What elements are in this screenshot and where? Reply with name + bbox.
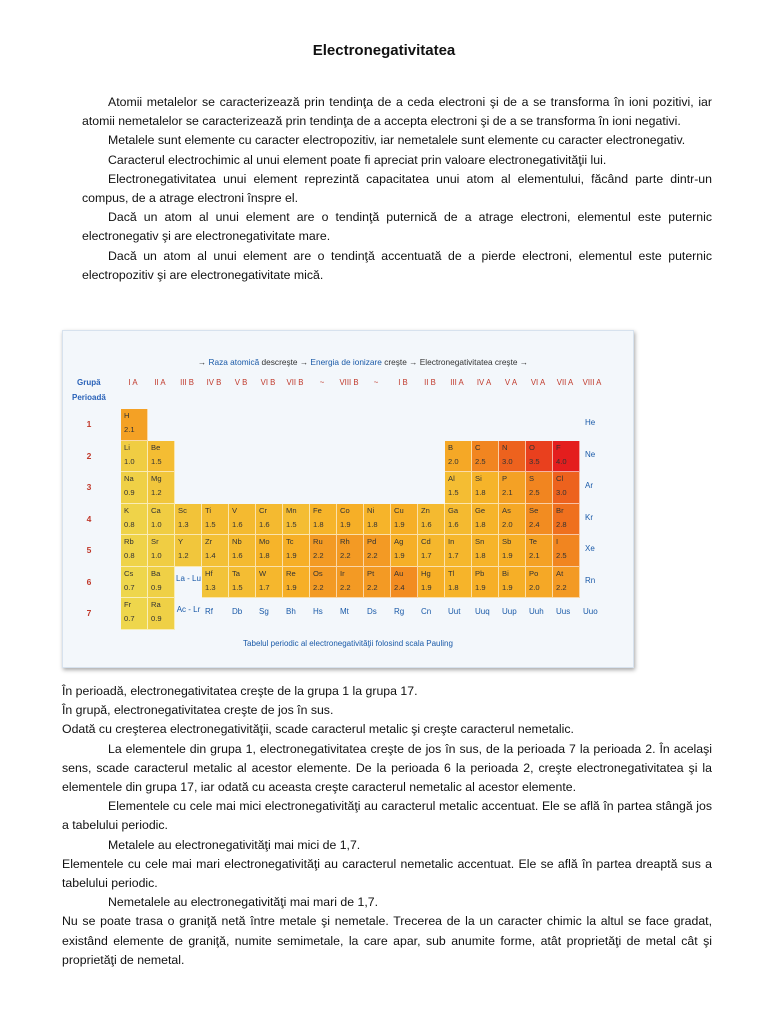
period-number: 1 xyxy=(86,419,92,429)
element-cell xyxy=(499,441,526,473)
element-cell xyxy=(337,535,364,567)
electronegativity-value: 0.7 xyxy=(124,582,135,592)
electronegativity-value: 2.2 xyxy=(367,551,378,560)
table-header: → Raza atomică descreşte → Energia de ionizare creşte → Electronegativitatea creşte → xyxy=(197,357,529,367)
element-cell xyxy=(310,567,337,599)
group-header: III A xyxy=(450,378,464,387)
group-header: IV B xyxy=(206,378,222,387)
element-cell xyxy=(310,504,337,536)
group-label: Grupă xyxy=(77,378,101,387)
element-cell xyxy=(553,535,580,567)
electronegativity-value: 1.5 xyxy=(151,456,162,466)
element-symbol: H xyxy=(124,411,130,420)
electronegativity-value: 0.9 xyxy=(124,488,135,497)
electronegativity-value: 2.2 xyxy=(340,582,351,592)
electronegativity-value: 3.0 xyxy=(502,456,513,466)
noble-gas-symbol: Ne xyxy=(585,449,596,459)
electronegativity-value: 2.2 xyxy=(313,551,324,560)
element-cell xyxy=(364,535,391,567)
element-symbol: Bi xyxy=(502,568,509,578)
element-symbol: Ds xyxy=(367,607,377,616)
element-symbol: Hs xyxy=(313,607,323,616)
element-symbol: Sb xyxy=(502,537,512,546)
element-symbol: Rb xyxy=(124,537,134,546)
electronegativity-value: 2.0 xyxy=(529,582,540,592)
paragraph: Odată cu creşterea electronegativităţii, scade caracterul metalic şi creşte caracterul nemetalic. xyxy=(62,722,574,737)
electronegativity-value: 2.2 xyxy=(340,551,351,560)
element-cell xyxy=(229,504,256,536)
element-cell xyxy=(121,504,148,536)
element-cell xyxy=(337,567,364,599)
element-cell xyxy=(472,472,499,504)
element-symbol: Na xyxy=(124,474,134,483)
element-symbol: Hf xyxy=(205,568,213,578)
element-symbol: Br xyxy=(556,505,564,515)
element-cell xyxy=(499,472,526,504)
element-cell xyxy=(472,567,499,599)
element-cell xyxy=(175,504,202,536)
element-symbol: At xyxy=(556,568,564,578)
element-cell xyxy=(553,441,580,473)
element-symbol: Be xyxy=(151,442,161,452)
element-symbol: Sn xyxy=(475,537,485,546)
electronegativity-value: 1.6 xyxy=(421,519,432,529)
noble-gas-symbol: Ar xyxy=(585,481,593,490)
electronegativity-value: 1.8 xyxy=(313,519,324,529)
electronegativity-value: 1.9 xyxy=(286,551,297,560)
element-symbol: In xyxy=(448,537,455,546)
element-cell xyxy=(256,535,283,567)
electronegativity-value: 1.5 xyxy=(286,519,297,529)
element-symbol: S xyxy=(529,474,535,483)
element-symbol: Fr xyxy=(124,600,132,609)
element-cell xyxy=(445,472,472,504)
electronegativity-value: 2.5 xyxy=(529,488,540,497)
element-cell xyxy=(121,472,148,504)
element-symbol: Nb xyxy=(232,537,242,546)
element-cell xyxy=(391,567,418,599)
element-symbol: Ir xyxy=(340,568,345,578)
element-cell xyxy=(526,441,553,473)
electronegativity-value: 1.2 xyxy=(178,551,189,560)
electronegativity-value: 1.7 xyxy=(448,551,459,560)
electronegativity-value: 1.9 xyxy=(340,519,351,529)
element-symbol: Ta xyxy=(232,568,241,578)
element-symbol: Y xyxy=(178,537,184,546)
element-symbol: Ga xyxy=(448,505,459,515)
electronegativity-value: 1.0 xyxy=(124,456,135,466)
element-symbol: B xyxy=(448,442,454,452)
element-symbol: Ra xyxy=(151,600,161,609)
noble-gas-symbol: Rn xyxy=(585,575,596,585)
group-header: II A xyxy=(154,378,166,387)
element-symbol: Cn xyxy=(421,607,432,616)
electronegativity-value: 2.1 xyxy=(502,488,513,497)
electronegativity-value: 1.9 xyxy=(286,582,297,592)
body-text xyxy=(62,682,712,970)
element-cell xyxy=(526,535,553,567)
electronegativity-value: 2.2 xyxy=(367,582,378,592)
element-symbol: Ca xyxy=(151,505,161,515)
element-symbol: Ni xyxy=(367,505,375,515)
paragraph: Atomii metalelor se caracterizează prin tendinţa de a ceda electroni şi de a se transforma în ioni pozitivi, iar atomii nemetalelor se caracterizează prin tendinţa de a accepta electroni şi de a se transforma în ioni negativi. xyxy=(82,95,712,129)
element-symbol: Si xyxy=(475,474,482,483)
page-title: Electronegativitatea xyxy=(312,42,456,59)
element-cell xyxy=(148,504,175,536)
electronegativity-value: 2.1 xyxy=(529,551,540,560)
electronegativity-value: 1.8 xyxy=(367,519,378,529)
paragraph: În perioadă, electronegativitatea creşte de la grupa 1 la grupa 17. xyxy=(62,684,418,698)
electronegativity-value: 1.5 xyxy=(232,582,243,592)
element-symbol: C xyxy=(475,442,481,452)
element-cell xyxy=(391,504,418,536)
element-symbol: Uuo xyxy=(583,607,598,616)
electronegativity-value: 2.4 xyxy=(394,582,405,592)
electronegativity-value: 2.4 xyxy=(529,519,540,529)
electronegativity-value: 1.6 xyxy=(232,519,243,529)
period-number: 5 xyxy=(86,545,92,555)
element-symbol: Db xyxy=(232,607,243,616)
group-header: I A xyxy=(128,378,138,387)
element-symbol: I xyxy=(556,537,559,546)
noble-gas-symbol: Kr xyxy=(585,512,593,522)
intro-text xyxy=(82,93,712,285)
electronegativity-value: 1.0 xyxy=(151,519,162,529)
electronegativity-value: 1.8 xyxy=(475,519,486,529)
element-cell xyxy=(364,504,391,536)
element-symbol: Uuq xyxy=(475,607,490,616)
element-cell xyxy=(337,504,364,536)
element-symbol: Mg xyxy=(151,474,162,483)
period-number: 2 xyxy=(86,450,92,461)
element-symbol: Ru xyxy=(313,537,323,546)
element-symbol: Ba xyxy=(151,568,161,578)
element-symbol: Uus xyxy=(556,607,571,616)
element-cell xyxy=(256,567,283,599)
electronegativity-value: 2.0 xyxy=(448,456,459,466)
element-cell xyxy=(283,504,310,536)
element-cell xyxy=(472,441,499,473)
element-symbol: Po xyxy=(529,568,539,578)
electronegativity-value: 1.4 xyxy=(205,551,216,560)
element-cell xyxy=(148,472,175,504)
element-symbol: Sg xyxy=(259,607,269,616)
electronegativity-value: 1.6 xyxy=(232,551,243,560)
electronegativity-value: 3.0 xyxy=(556,488,567,497)
electronegativity-value: 4.0 xyxy=(556,456,567,466)
periodic-table-image xyxy=(62,330,634,668)
electronegativity-value: 1.6 xyxy=(259,519,270,529)
electronegativity-value: 1.9 xyxy=(475,582,486,592)
paragraph: Elementele cu cele mai mici electronegativităţi au caracterul metalic accentuat. Ele se află în partea stângă jos a tabelului periodic. xyxy=(62,799,712,833)
element-symbol: Au xyxy=(394,568,404,578)
electronegativity-value: 1.3 xyxy=(178,519,189,529)
element-symbol: W xyxy=(259,568,267,578)
group-header: I B xyxy=(398,378,408,387)
group-header: V B xyxy=(234,378,248,387)
element-cell xyxy=(526,504,553,536)
electronegativity-value: 1.6 xyxy=(448,519,459,529)
element-symbol: Re xyxy=(286,568,296,578)
element-cell xyxy=(445,567,472,599)
element-cell xyxy=(499,567,526,599)
element-symbol: As xyxy=(502,505,511,515)
electronegativity-value: 0.9 xyxy=(151,614,162,623)
element-symbol: Sr xyxy=(151,537,159,546)
series-label: Ac - Lr xyxy=(176,605,201,614)
element-cell xyxy=(148,535,175,567)
element-cell xyxy=(499,535,526,567)
electronegativity-value: 2.8 xyxy=(556,519,567,529)
element-symbol: K xyxy=(124,505,130,515)
element-symbol: Bh xyxy=(286,607,296,616)
group-header: II B xyxy=(424,378,436,387)
element-symbol: Al xyxy=(448,474,455,483)
element-symbol: Uup xyxy=(502,607,517,616)
electronegativity-value: 1.9 xyxy=(394,551,405,560)
element-symbol: Fe xyxy=(313,505,322,515)
element-cell xyxy=(472,504,499,536)
table-caption: Tabelul periodic al electronegativităţii folosind scala Pauling xyxy=(243,639,453,648)
element-symbol: V xyxy=(232,505,238,515)
element-symbol: Co xyxy=(340,505,350,515)
electronegativity-value: 3.5 xyxy=(529,456,540,466)
electronegativity-value: 1.9 xyxy=(394,519,405,529)
element-cell xyxy=(445,504,472,536)
paragraph: Caracterul electrochimic al unui element poate fi apreciat prin valoare electronegativităţii lui. xyxy=(108,152,607,167)
element-cell xyxy=(418,504,445,536)
group-header: VII A xyxy=(556,378,574,387)
element-symbol: Cs xyxy=(124,568,134,578)
element-cell xyxy=(364,567,391,599)
electronegativity-value: 2.2 xyxy=(313,582,324,592)
electronegativity-value: 1.7 xyxy=(421,551,432,560)
noble-gas-symbol: Xe xyxy=(585,544,595,553)
paragraph: În grupă, electronegativitatea creşte de jos în sus. xyxy=(62,703,334,718)
element-symbol: Cu xyxy=(394,505,404,515)
group-header: VI B xyxy=(260,378,276,387)
paragraph: Nemetalele au electronegativităţi mai mari de 1,7. xyxy=(108,895,378,910)
element-cell xyxy=(229,535,256,567)
element-symbol: Ag xyxy=(394,537,404,546)
period-label: Perioadă xyxy=(72,393,106,402)
element-symbol: Rg xyxy=(394,607,405,616)
element-symbol: Mn xyxy=(286,505,297,515)
element-cell xyxy=(310,535,337,567)
group-header: VIII B xyxy=(339,378,359,387)
element-symbol: Ge xyxy=(475,505,486,515)
group-header: VI A xyxy=(530,378,546,387)
element-cell xyxy=(202,567,229,599)
electronegativity-value: 0.7 xyxy=(124,614,135,623)
element-symbol: Rf xyxy=(205,607,213,616)
electronegativity-value: 0.8 xyxy=(124,519,135,529)
electronegativity-value: 0.8 xyxy=(124,551,135,560)
electronegativity-value: 1.9 xyxy=(421,582,432,592)
element-cell xyxy=(229,567,256,599)
element-cell xyxy=(526,567,553,599)
paragraph: Nu se poate trasa o graniţă netă între metale şi nemetale. Trecerea de la un caracter chimic la altul se face gradat, existând elemente de graniţă, numite semimetale, la care apar, sub anumite forme, atât proprietăţi de metal cât şi proprietăţi de nemetal. xyxy=(62,914,712,967)
electronegativity-value: 2.5 xyxy=(556,551,567,560)
noble-gas-symbol: He xyxy=(585,418,596,427)
electronegativity-value: 1.3 xyxy=(205,582,216,592)
element-cell xyxy=(121,409,148,441)
element-symbol: Ti xyxy=(205,505,212,515)
element-symbol: Li xyxy=(124,442,130,452)
element-cell xyxy=(121,535,148,567)
period-number: 6 xyxy=(86,576,92,587)
element-symbol: Pb xyxy=(475,568,485,578)
element-cell xyxy=(283,535,310,567)
electronegativity-value: 1.0 xyxy=(151,551,162,560)
element-symbol: Cd xyxy=(421,537,431,546)
element-cell xyxy=(526,472,553,504)
element-cell xyxy=(472,535,499,567)
group-header: V A xyxy=(504,378,518,387)
electronegativity-value: 2.0 xyxy=(502,519,513,529)
electronegativity-value: 1.7 xyxy=(259,582,270,592)
period-number: 4 xyxy=(86,513,92,524)
element-symbol: Mt xyxy=(340,607,349,616)
element-cell xyxy=(445,441,472,473)
element-symbol: Cr xyxy=(259,505,268,515)
element-cell xyxy=(121,567,148,599)
paragraph: Electronegativitatea unui element reprezintă capacitatea unui atom al elementului, făcând parte dintr-un compus, de a atrage electroni înspre el. xyxy=(82,171,712,206)
element-symbol: Pd xyxy=(367,537,377,546)
element-cell xyxy=(148,598,175,630)
electronegativity-value: 0.9 xyxy=(151,582,162,592)
element-symbol: Tc xyxy=(286,537,294,546)
element-cell xyxy=(499,504,526,536)
series-label: La - Lu xyxy=(176,573,201,583)
element-symbol: Rh xyxy=(340,537,350,546)
electronegativity-value: 1.2 xyxy=(151,488,162,497)
paragraph: Metalele au electronegativităţi mai mici de 1,7. xyxy=(108,837,361,852)
element-symbol: P xyxy=(502,474,508,483)
element-cell xyxy=(256,504,283,536)
group-header: VII B xyxy=(286,378,304,387)
electronegativity-value: 2.1 xyxy=(124,425,135,434)
paragraph: Dacă un atom al unui element are o tendinţă accentuată de a pierde electroni, elementul este puternic electropozitiv şi are electronegativitate mică. xyxy=(82,248,712,282)
electronegativity-value: 1.8 xyxy=(448,582,459,592)
electronegativity-value: 2.5 xyxy=(475,456,486,466)
element-cell xyxy=(418,567,445,599)
electronegativity-value: 1.9 xyxy=(502,551,513,560)
element-cell xyxy=(121,441,148,473)
element-cell xyxy=(148,567,175,599)
element-symbol: Zn xyxy=(421,505,430,515)
element-symbol: Cl xyxy=(556,474,564,483)
element-cell xyxy=(121,598,148,630)
element-cell xyxy=(553,567,580,599)
electronegativity-value: 1.8 xyxy=(475,488,486,497)
paragraph: Dacă un atom al unui element are o tendinţă puternică de a atrage electroni, elementul este puternic electronegativ şi are electronegativitate mare. xyxy=(82,210,712,244)
element-symbol: Uut xyxy=(448,607,461,616)
element-symbol: Se xyxy=(529,505,539,515)
element-cell xyxy=(175,535,202,567)
element-cell xyxy=(553,504,580,536)
group-header: IV A xyxy=(476,378,492,387)
element-cell xyxy=(391,535,418,567)
group-header: ~ xyxy=(373,378,379,387)
element-cell xyxy=(148,441,175,473)
element-symbol: F xyxy=(556,442,561,452)
period-number: 7 xyxy=(86,608,92,618)
paragraph: Elementele cu cele mai mari electronegativităţi au caracterul nemetalic accentuat. Ele se află în partea dreaptă sus a tabelului periodic. xyxy=(62,856,712,891)
element-symbol: Pt xyxy=(367,568,375,578)
element-symbol: Os xyxy=(313,568,323,578)
paragraph: La elementele din grupa 1, electronegativitatea creşte de jos în sus, de la perioada 7 la perioada 2. În acelaşi sens, scade caracterul metalic al acestor elemente. De la perioada 6 la perioada 2, creşte electronegativitatea şi la elementele din grupa 17, iar odată cu aceasta creşte caracterul nemetalic al acestor elemente. xyxy=(62,741,712,795)
element-symbol: Sc xyxy=(178,505,187,515)
electronegativity-value: 1.9 xyxy=(502,582,513,592)
paragraph: Metalele sunt elemente cu caracter electropozitiv, iar nemetalele sunt elemente cu caracter electronegativ. xyxy=(108,133,686,148)
period-number: 3 xyxy=(86,482,92,492)
element-cell xyxy=(553,472,580,504)
element-symbol: Te xyxy=(529,537,538,546)
element-cell xyxy=(418,535,445,567)
element-cell xyxy=(445,535,472,567)
group-header: ~ xyxy=(319,378,325,387)
element-cell xyxy=(202,535,229,567)
element-symbol: Hg xyxy=(421,568,431,578)
element-symbol: Mo xyxy=(259,537,270,546)
electronegativity-value: 1.5 xyxy=(448,488,459,497)
element-symbol: Tl xyxy=(448,568,455,578)
element-symbol: N xyxy=(502,442,508,452)
element-symbol: Uuh xyxy=(529,607,544,616)
electronegativity-value: 1.8 xyxy=(475,551,486,560)
group-header: VIII A xyxy=(582,378,602,387)
element-symbol: O xyxy=(529,442,535,452)
element-cell xyxy=(283,567,310,599)
electronegativity-value: 1.5 xyxy=(205,519,216,529)
electronegativity-value: 2.2 xyxy=(556,582,567,592)
electronegativity-value: 1.8 xyxy=(259,551,270,560)
element-cell xyxy=(202,504,229,536)
group-header: III B xyxy=(180,378,194,387)
element-symbol: Zr xyxy=(205,537,213,546)
